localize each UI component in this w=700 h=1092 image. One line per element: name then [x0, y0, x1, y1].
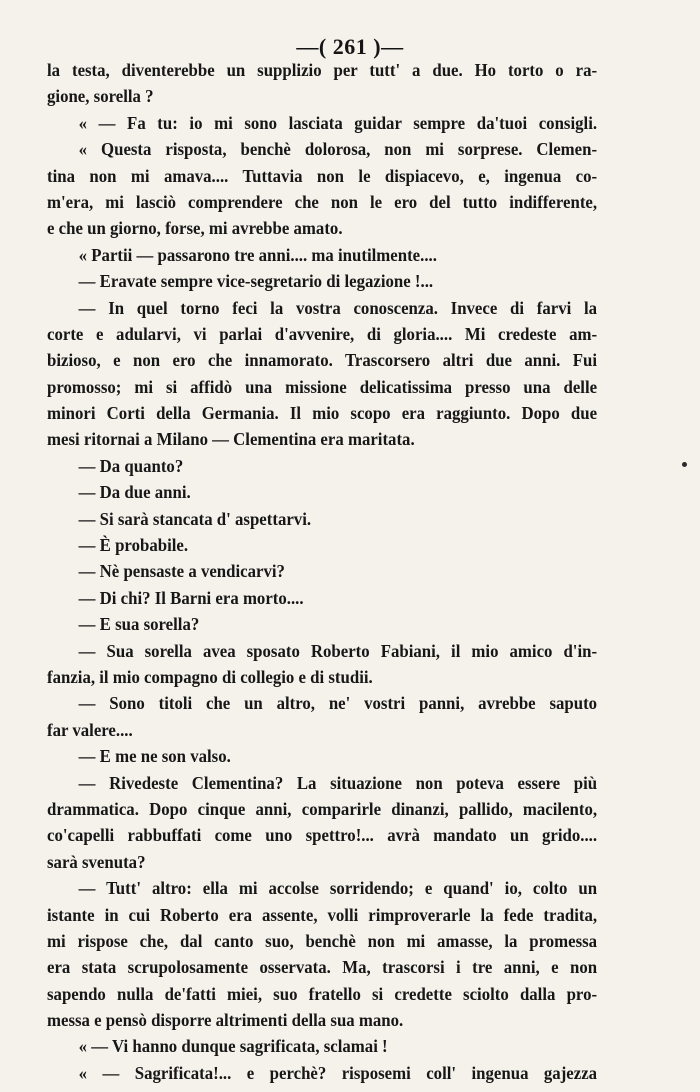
text-line: « — Vi hanno dunque sagrificata, sclamai !: [78, 1036, 388, 1057]
text-line: mi rispose che, dal canto suo, benchè non mi amasse, la promessa: [47, 930, 598, 951]
text-line: « Questa risposta, benchè dolorosa, non mi sorprese. Clemen-: [78, 139, 598, 160]
text-line: era stata scrupolosamente osservata. Ma, trascorsi i tre anni, e non: [47, 957, 598, 978]
ink-speck: [682, 462, 687, 467]
text-line: « Partii — passarono tre anni.... ma inutilmente....: [78, 244, 437, 265]
text-line: « — Sagrificata!... e perchè? risposemi coll' ingenua gajezza: [78, 1062, 598, 1083]
text-line: — Da quanto?: [78, 455, 184, 476]
text-line: — Tutt' altro: ella mi accolse sorridendo; e quand' io, colto un: [78, 878, 598, 899]
text-line: — È probabile.: [78, 535, 189, 556]
text-line: — E me ne son valso.: [78, 746, 231, 767]
text-line: drammatica. Dopo cinque anni, comparirle dinanzi, pallido, macilento,: [47, 798, 598, 819]
text-line: — Nè pensaste a vendicarvi?: [78, 561, 285, 582]
text-line: co'capelli rabbuffati come uno spettro!... avrà mandato un grido....: [47, 825, 598, 846]
text-line: — Si sarà stancata d' aspettarvi.: [78, 508, 312, 529]
text-line: m'era, mi lasciò comprendere che non le ero del tutto indifferente,: [47, 191, 598, 212]
text-line: — Eravate sempre vice-segretario di legazione !...: [78, 271, 434, 292]
text-line: — Da due anni.: [78, 482, 191, 503]
text-line: corte e adularvi, vi parlai d'avvenire, di gloria.... Mi credeste am-: [47, 323, 598, 344]
text-line: — In quel torno feci la vostra conoscenza. Invece di farvi la: [78, 297, 598, 318]
text-line: mesi ritornai a Milano — Clementina era maritata.: [47, 429, 415, 450]
text-line: messa e pensò disporre altrimenti della sua mano.: [47, 1010, 404, 1031]
text-line: — Sua sorella avea sposato Roberto Fabiani, il mio amico d'in-: [78, 640, 598, 661]
text-line: e che un giorno, forse, mi avrebbe amato.: [47, 218, 343, 239]
page-text: [47, 57, 620, 1086]
text-line: minori Corti della Germania. Il mio scopo era raggiunto. Dopo due: [47, 403, 598, 424]
text-line: — Rivedeste Clementina? La situazione non poteva essere più: [78, 772, 598, 793]
text-line: — E sua sorella?: [78, 614, 200, 635]
text-line: promosso; mi si affidò una missione delicatissima presso una delle: [47, 376, 598, 397]
text-line: — Di chi? Il Barni era morto....: [78, 587, 304, 608]
text-line: fanzia, il mio compagno di collegio e di studii.: [47, 666, 373, 687]
text-line: — Sono titoli che un altro, ne' vostri panni, avrebbe saputo: [78, 693, 598, 714]
text-line: far valere....: [47, 719, 133, 740]
text-line: bizioso, e non ero che innamorato. Trascorsero altri due anni. Fui: [47, 350, 598, 371]
text-line: « — Fa tu: io mi sono lasciata guidar sempre da'tuoi consigli.: [78, 112, 598, 133]
text-line: sarà svenuta?: [47, 851, 146, 872]
text-line: gione, sorella ?: [47, 86, 154, 107]
text-line: istante in cui Roberto era assente, volli rimproverarle la fede tradita,: [47, 904, 598, 925]
text-line: sapendo nulla de'fatti miei, suo fratello si credette sciolto dalla pro-: [47, 983, 598, 1004]
text-line: tina non mi amava.... Tuttavia non le dispiacevo, e, ingenua co-: [47, 165, 598, 186]
text-line: la testa, diventerebbe un supplizio per tutt' a due. Ho torto o ra-: [47, 60, 598, 80]
page-number: —( 261 )—: [296, 34, 404, 59]
